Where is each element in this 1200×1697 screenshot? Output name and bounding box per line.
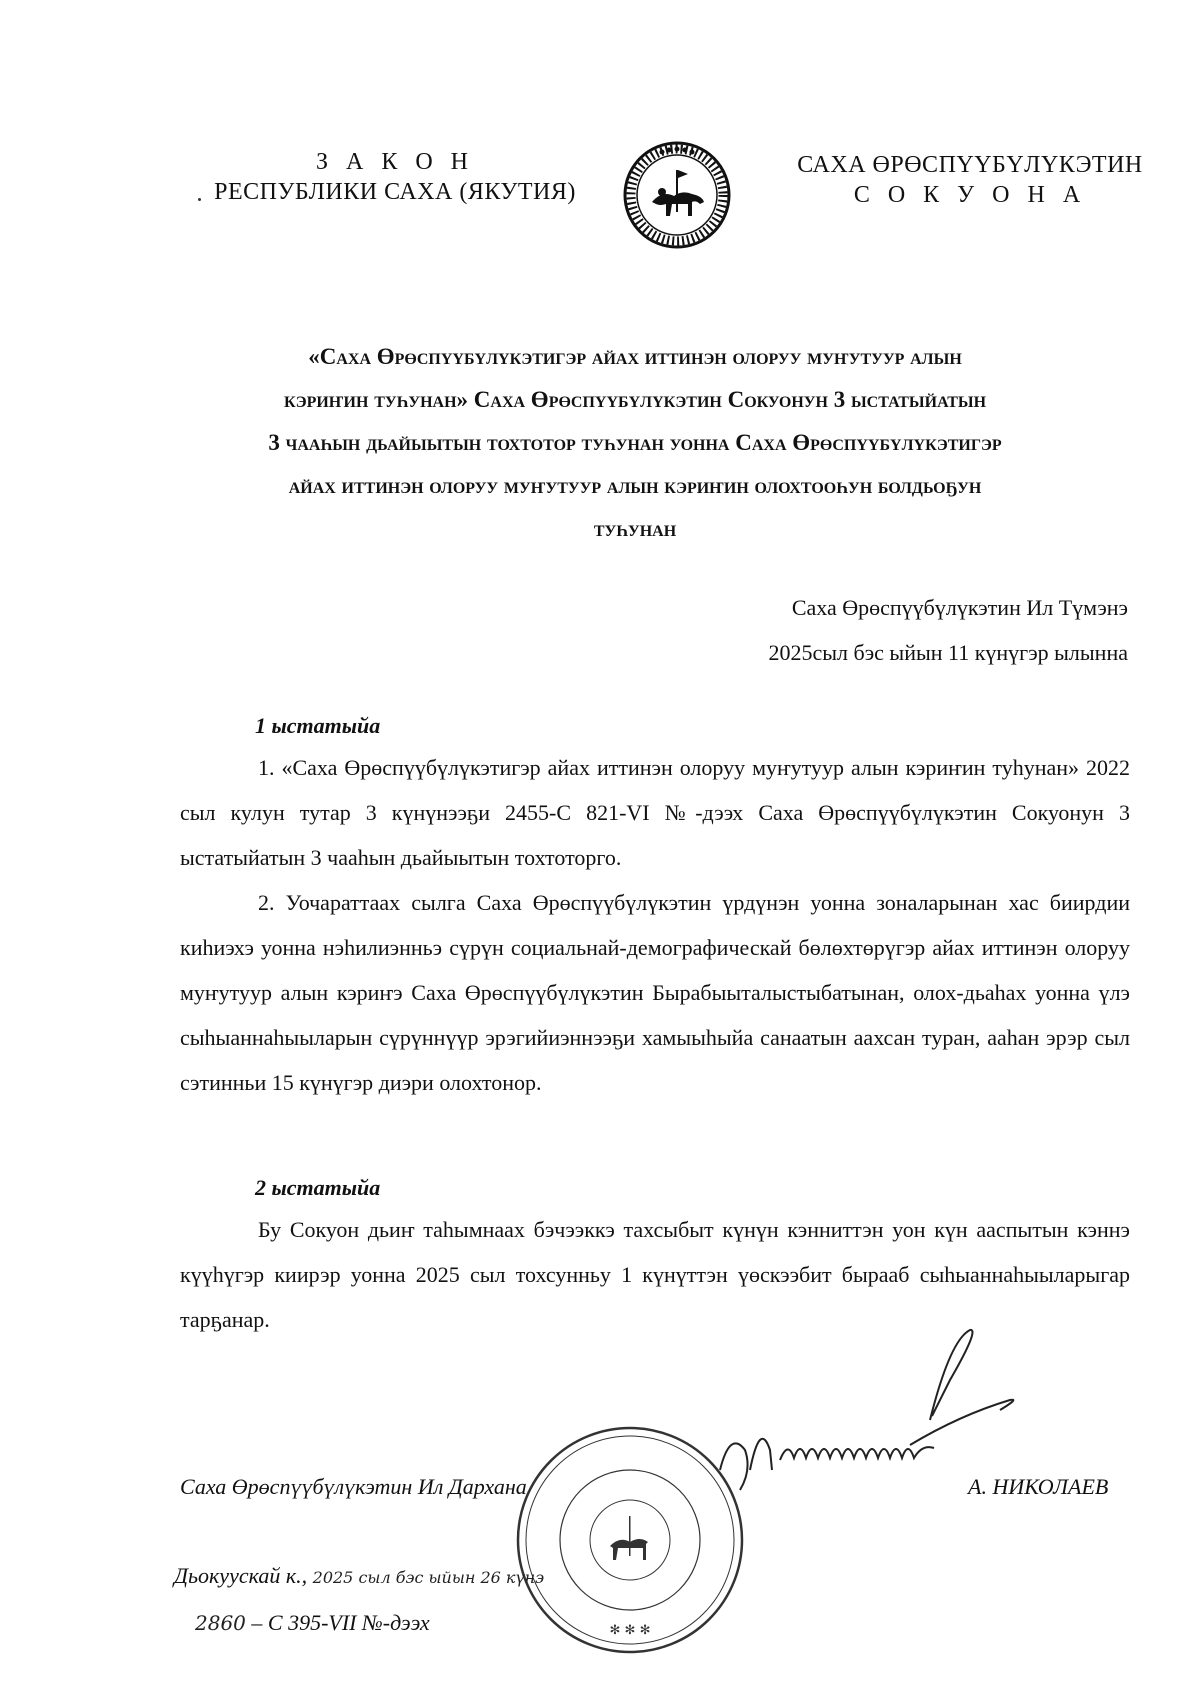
header-left: [195, 147, 595, 207]
title-line: туһунан: [593, 516, 677, 541]
law-word-sakha: С О К У О Н А: [853, 182, 1087, 208]
adopted-by: Саха Өрөспүүбүлүкэтин Ил Түмэнэ: [791, 595, 1128, 620]
republic-emblem: [622, 140, 732, 250]
republic-name-ru: РЕСПУБЛИКИ САХА (ЯКУТИЯ): [214, 179, 576, 205]
law-title: [175, 335, 1095, 550]
reg-suffix: – С 395-VII №-дээх: [251, 1610, 430, 1635]
signatory-name: А. НИКОЛАЕВ: [968, 1474, 1109, 1499]
title-line: «Саха Өрөспүүбүлүкэтигэр айах иттинэн олоруу муҥутуур алын: [308, 344, 962, 369]
handwritten-date: 2025 сыл бэс ыйын 26 күнэ: [312, 1568, 545, 1587]
signing-place: [174, 1563, 544, 1589]
title-line: кэриҥин туһунан» Саха Өрөспүүбүлүкэтин Сокуонун 3 ыстатыйатын: [283, 387, 987, 412]
article-2-heading: 2 ыстатыйа: [255, 1175, 381, 1200]
place-prefix: Дьокуускай к.,: [174, 1563, 308, 1588]
adoption-block: [769, 585, 1129, 675]
article-1-paragraph-2: 2. Уочараттаах сылга Саха Өрөспүүбүлүкэтин үрдүнэн уонна зоналарынан хас биирдии киһиэхэ уонна нэһилиэнньэ сүрүн социальнай-демографическай бөлөхтөрүгэр айах иттинэн олоруу муҥутуур алын кэриҥэ Саха Өрөспүүбүлүкэтин Бырабыыталыстыбатынан, олох-дьаһах уонна үлэ сыһыаннаһыыларын сүрүннүүр эрэгийиэннээҕи хамыыһыйа санаатын аахсан туран, ааһан эрэр сыл сэтинньи 15 күнүгэр диэри олохтонор.: [180, 890, 1130, 1095]
article-1-body: [180, 745, 1130, 1105]
scan-speck: [198, 198, 201, 201]
adopted-date: 2025сыл бэс ыйын 11 күнүгэр ылынна: [768, 640, 1128, 665]
article-1-heading: 1 ыстатыйа: [255, 713, 381, 738]
registration-number: [195, 1610, 430, 1636]
handwritten-reg-number: 2860: [195, 1611, 246, 1635]
header-right: [780, 150, 1160, 210]
signatory-position: Саха Өрөспүүбүлүкэтин Ил Дархана: [180, 1474, 527, 1499]
republic-name-sakha: САХА ӨРӨСПҮҮБҮЛҮКЭТИН: [797, 152, 1143, 178]
title-line: 3 чааһын дьайыытын тохтотор туһунан уонна Саха Өрөспүүбүлүкэтигэр: [268, 430, 1002, 455]
svg-text:✻ ✻ ✻: ✻ ✻ ✻: [609, 1623, 651, 1638]
law-word: З А К О Н: [315, 149, 475, 175]
article-1-paragraph-1: 1. «Саха Өрөспүүбүлүкэтигэр айах иттинэн олоруу муҥутуур алын кэриҥин туһунан» 2022 сыл кулун тутар 3 күнүнээҕи 2455-С 821-VI №-дээх Саха Өрөспүүбүлүкэтин Сокуонун 3 ыстатыйатын 3 чааһын дьайыытын тохтоторго.: [180, 755, 1130, 870]
title-line: айах иттинэн олоруу муҥутуур алын кэриҥин олохтооһун болдьоҕун: [288, 473, 982, 498]
article-2-paragraph-1: Бу Сокуон дьиҥ таһымнаах бэчээккэ тахсыбыт күнүн кэнниттэн уон күн ааспытын кэннэ күүһүгэр киирэр уонна 2025 сыл тохсунньу 1 күнүттэн үөскээбит бырааб сыһыаннаһыыларыгар тарҕанар.: [180, 1217, 1130, 1332]
